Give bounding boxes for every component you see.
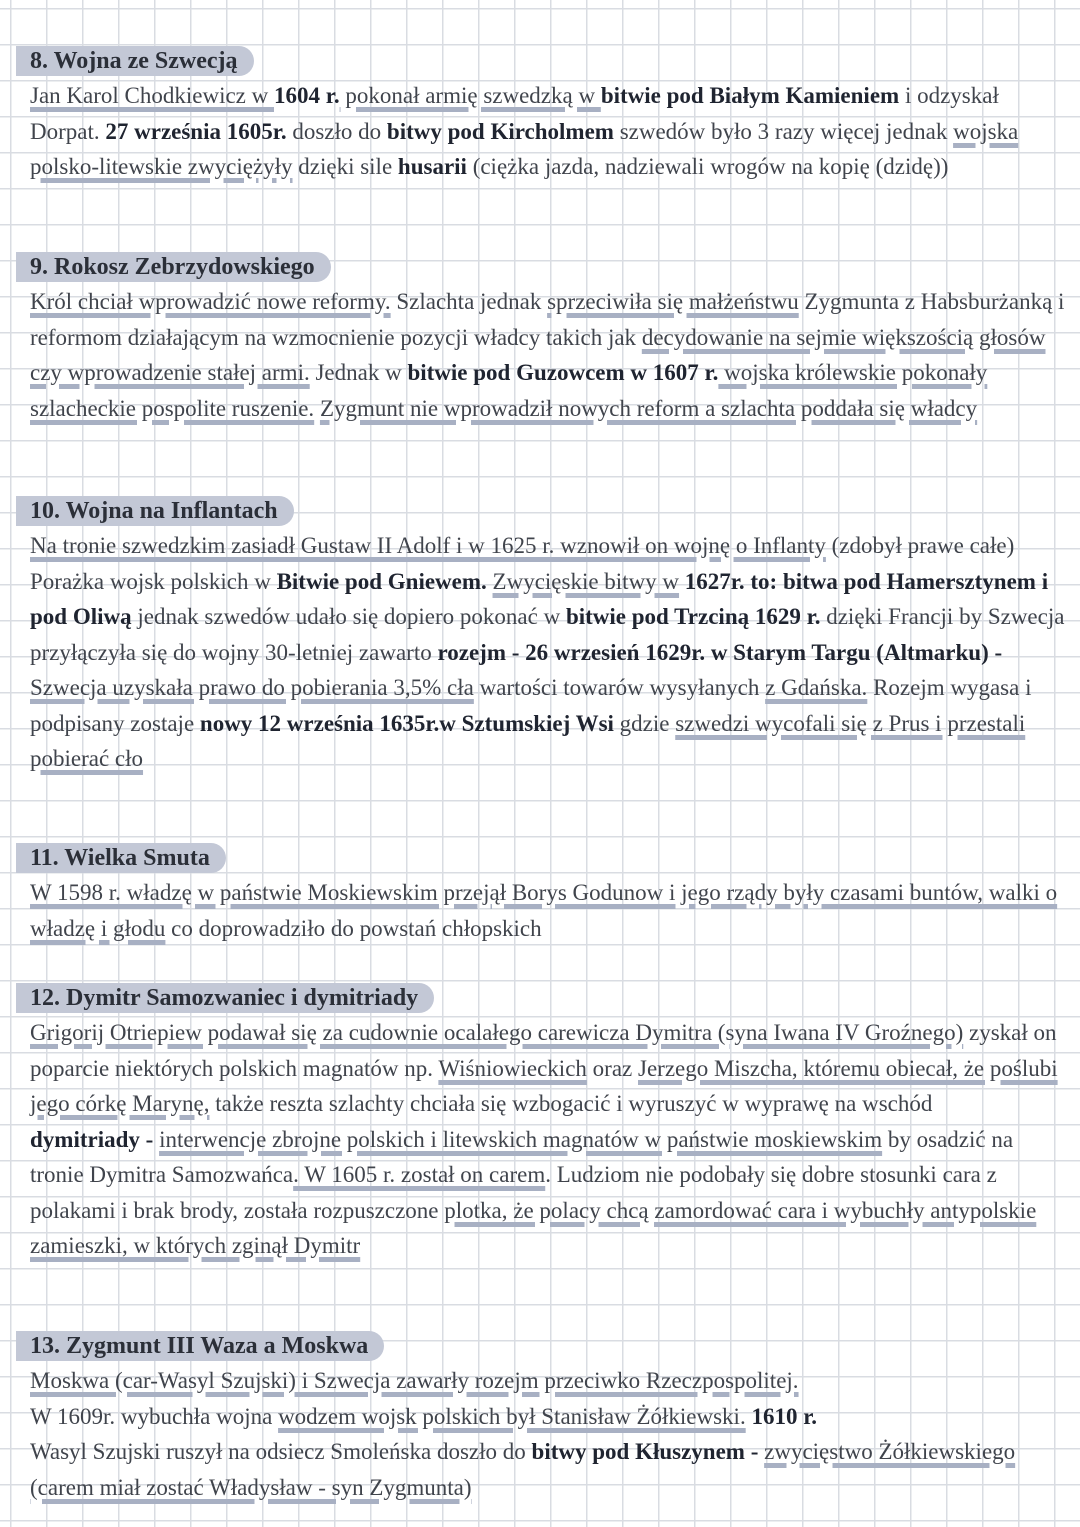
text-run: Wasyl Szujski ruszył na odsiecz Smoleńska doszło do [30,1439,532,1464]
section-body [30,78,1070,185]
section-heading: 10. Wojna na Inflantach [16,496,294,526]
section-heading: 8. Wojna ze Szwecją [16,46,254,76]
section-body [30,528,1070,777]
bold-term: bitwie pod Guzowcem w 1607 r. [407,360,719,385]
paragraph [30,1399,1070,1435]
section-wojna-na-inflantach [0,496,1080,777]
highlighted-text: szwedzi wycofali się z Prus i przestali pobierać cło [30,710,1026,771]
highlighted-text: Zwycięskie bitwy w [492,568,680,594]
section-body [30,284,1070,426]
section-wojna-ze-szwecja [0,46,1080,185]
paragraph [30,78,1070,185]
highlighted-text: Moskwa (car-Wasyl Szujski) i Szwecja zawarły rozejm przeciwko Rzeczpospolitej. [30,1368,799,1393]
section-heading: 11. Wielka Smuta [16,843,226,873]
bold-term: 27 września 1605r. [105,118,287,144]
highlighted-text: plotka, że polacy chcą zamordować cara i wybuchły antypolskie zamieszki, w których zginął Dymitr [30,1197,1037,1258]
highlighted-text: wojska polsko-litewskie zwyciężyły [30,118,1019,179]
highlighted-text: Na tronie szwedzkim zasiadł Gustaw II Adolf i w 1625 r. wznowił on wojnę o Inflanty [30,533,826,558]
highlighted-text: Szwecja uzyskała prawo do pobierania 3,5% cła [30,675,474,700]
bold-term: 1610 r. [751,1403,818,1429]
section-rokosz-zebrzydowskiego [0,252,1080,426]
paragraph [30,1015,1070,1122]
section-body [30,1015,1070,1264]
text-run: dzięki Francji by Szwecja przyłączyła się do wojny 30-letniej zawarto [30,604,1065,665]
highlighted-text: wodzem wojsk polskich był Stanisław Żółkiewski. [278,1403,746,1429]
section-heading: 9. Rokosz Zebrzydowskiego [16,252,331,282]
section-wielka-smuta [0,843,1080,946]
highlighted-text: Jerzego Miszcha, któremu obiecał, że poślubi jego córkę Marynę, [30,1055,1058,1116]
text-run: szwedów było 3 razy więcej jednak [613,118,954,144]
text-run: gdzie [613,710,676,736]
paragraph [30,1434,1070,1505]
bold-term: bitwie pod Białym Kamieniem [600,83,900,108]
text-run: Szlachta jednak [390,289,548,314]
paragraph [30,875,1070,946]
text-run: wartości towarów wysyłanych [473,675,766,700]
highlighted-text: Zygmunt nie wprowadził nowych reform a szlachta poddała się władcy [319,395,978,421]
highlighted-text: sprzeciwiła się małżeństwu [547,289,799,314]
text-run: dzięki sile [292,154,398,179]
highlighted-text: . W 1605 r. został on carem [293,1162,546,1187]
section-body [30,1363,1070,1505]
section-dymitr-samozwaniec [0,983,1080,1264]
text-run: Zygmunta z Habsburżanką i reformom działającym na wzmocnienie pozycji władcy takich jak [30,289,1065,350]
section-heading: 12. Dymitr Samozwaniec i dymitriady [16,983,434,1013]
highlighted-text: z Gdańska. [765,675,868,700]
bold-term: husarii [397,154,467,179]
bold-term: rozejm - 26 wrzesień 1629r. w Starym Targu (Altmarku) - [437,639,1003,665]
highlighted-text: zwycięstwo Żółkiewskiego (carem miał zostać Władysław - syn Zygmunta) [30,1439,1016,1500]
bold-term: 1627r. to: bitwa pod Hamersztynem i pod Oliwą [30,568,1049,629]
highlighted-text: Jan Karol Chodkiewicz w [30,83,274,108]
highlighted-text: decydowanie na sejmie większością głosów czy wprowadzenie stałej armi. [30,324,1046,385]
bold-term: nowy 12 września 1635r.w Sztumskiej Wsi [199,710,614,736]
text-run: co doprowadziło do powstań chłopskich [165,915,542,941]
paragraph [30,528,1070,777]
highlighted-text: W 1598 r. władzę w państwie Moskiewskim przejął Borys Godunow i jego rządy były czasami buntów, walki o władzę i głodu [30,880,1058,941]
highlighted-text: Wiśniowieckich [438,1055,587,1081]
text-run: Jednak w [309,360,408,385]
bold-term: bitwy pod Kłuszynem - [531,1439,759,1464]
highlighted-text: pokonał armię szwedzką w [339,83,601,108]
highlighted-text: Król chciał wprowadzić nowe reformy. [30,289,391,314]
text-run: W 1609r. wybuchła wojna [30,1403,279,1429]
section-body [30,875,1070,946]
text-run: (zdobył prawe całe) Porażka wojsk polskich w [30,533,1015,594]
paragraph [30,1122,1070,1264]
text-run: doszło do [286,118,387,144]
section-zygmunt-iii-waza-a-moskwa [0,1331,1080,1505]
text-run: . Ludziom nie podobały się dobre stosunki cara z polakami i brak brody, została rozpuszczone [30,1162,997,1223]
bold-term: bitwie pod Trzciną 1629 r. [565,604,821,629]
bold-term: Bitwie pod Gniewem. [276,568,487,594]
highlighted-text: wojska królewskie pokonały szlacheckie pospolite ruszenie. [30,360,988,421]
text-run: jednak szwedów udało się dopiero pokonać w [131,604,566,629]
text-run: także reszta szlachty chciała się wzbogacić i wyruszyć w wyprawę na wschód [209,1091,933,1116]
highlighted-text: Grigorij Otriepiew podawał się za cudownie ocalałego carewicza Dymitra (syna Iwana IV Groźnego) [30,1020,964,1045]
text-run: (ciężka jazda, nadziewali wrogów na kopię (dzidę)) [466,154,949,179]
section-heading: 13. Zygmunt III Waza a Moskwa [16,1331,384,1361]
text-run: by osadzić na tronie Dymitra Samozwańca [30,1126,1014,1187]
bold-term: 1604 r. [274,83,340,108]
text-run: oraz [586,1055,638,1081]
highlighted-text: interwencje zbrojne polskich i litewskich magnatów w państwie moskiewskim [159,1126,883,1152]
bold-term: dymitriady - [30,1126,154,1152]
text-run: Rozejm wygasa i podpisany zostaje [30,675,1032,736]
paragraph [30,1363,1070,1399]
text-run: i odzyskał Dorpat. [30,83,999,144]
bold-term: bitwy pod Kircholmem [386,118,614,144]
paragraph [30,284,1070,426]
text-run: zyskał on poparcie niektórych polskich magnatów np. [30,1020,1057,1081]
